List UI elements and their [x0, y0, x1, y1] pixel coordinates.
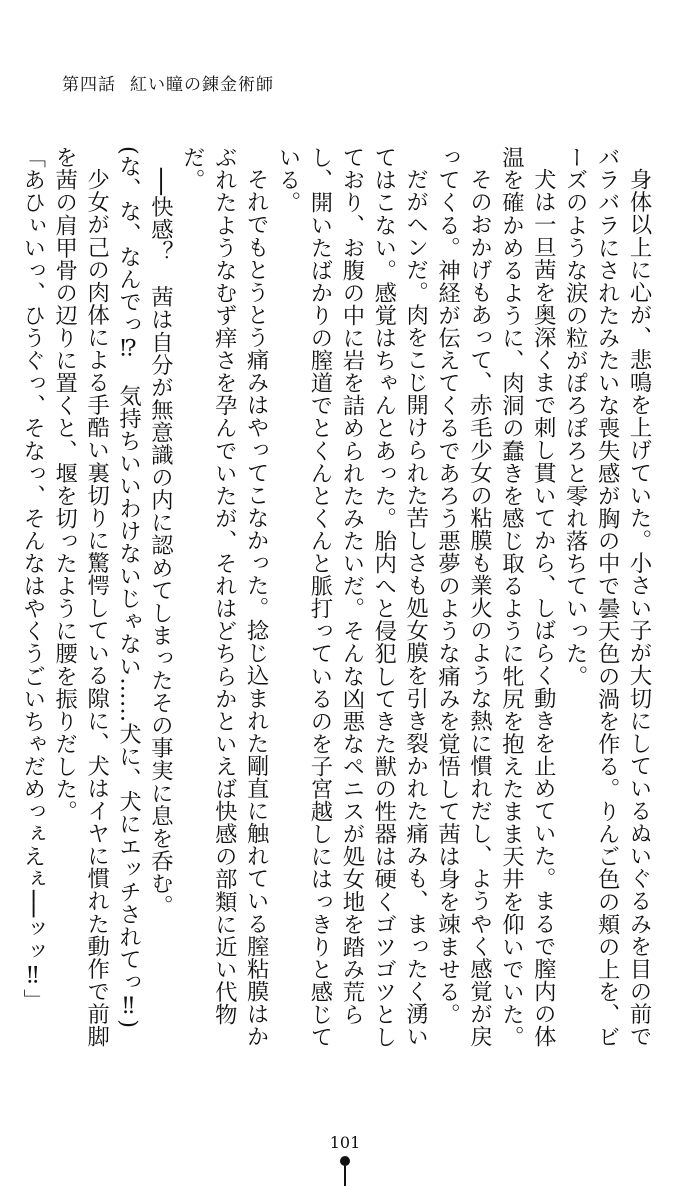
paragraph: だがヘンだ。肉をこじ開けられた苦しさも処女膜を引き裂かれた痛みも、まったく湧いてはこない。感覚はちゃんとあった。胎内へと侵犯してきた獣の性器は硬くゴツゴツとしており、お腹の中に岩を詰められたみたいだ。そんな凶悪なペニスが処女地を踏み荒らし、開いたばかりの膣道でとくんとくんと脈打っているのを子宮越しにはっきりと感じている。: [275, 146, 429, 1048]
dialogue-line: 「あひぃいっ、ひうぐっ、そなっ、そんなはやくうごいちゃだめっぇえぇ──ッッ‼」: [20, 146, 46, 1012]
paragraph: 身体以上に心が、悲鳴を上げていた。小さい子が大切にしているぬいぐるみを目の前でバラバラにされたみたいな喪失感が胸の中で曇天色の渦を作る。りんご色の頬の上を、ビーズのような涙の粒がぽろぽろと零れ落ちていった。: [562, 146, 652, 1048]
chapter-title: 紅い瞳の錬金術師: [130, 75, 274, 95]
chapter-header: [62, 70, 274, 95]
paragraph: それでもとうとう痛みはやってこなかった。捻じ込まれた剛直に触れている膣粘膜はかぶれたようなむず痒さを孕んでいたが、それはどちらかといえば快感の部類に近い代物だ。: [179, 146, 270, 1048]
inner-monologue: (な、な、なんでっ⁉ 気持ちいいわけないじゃない……犬に、犬にエッチされてっ‼): [115, 146, 142, 1029]
body-text: [20, 146, 654, 1050]
paragraph: 少女が己の肉体による手酷い裏切りに驚愕している隙に、犬はイヤに慣れた動作で前脚を茜の肩甲骨の辺りに置くと、堰を切ったように腰を振りだした。: [51, 146, 110, 1048]
paragraph: ──快感？ 茜は自分が無意識の内に認めてしまったその事実に息を呑む。: [147, 168, 174, 918]
page-number: 101: [329, 1133, 361, 1152]
paragraph: 犬は一旦茜を奥深くまで刺し貫いてから、しばらく動きを止めていた。まるで膣内の体温を確かめるように、肉洞の蠢きを感じ取るように牝尻を抱えたまま天井を仰いでいた。: [498, 146, 557, 1048]
chapter-number: 第四話: [62, 75, 116, 95]
page-mark-icon: [339, 1156, 351, 1186]
paragraph: そのおかげもあって、赤毛少女の粘膜も業火のような熱に慣れだし、ようやく感覚が戻ってくる。神経が伝えてくるであろう悪夢のような痛みを覚悟して茜は身を竦ませる。: [434, 146, 493, 1048]
